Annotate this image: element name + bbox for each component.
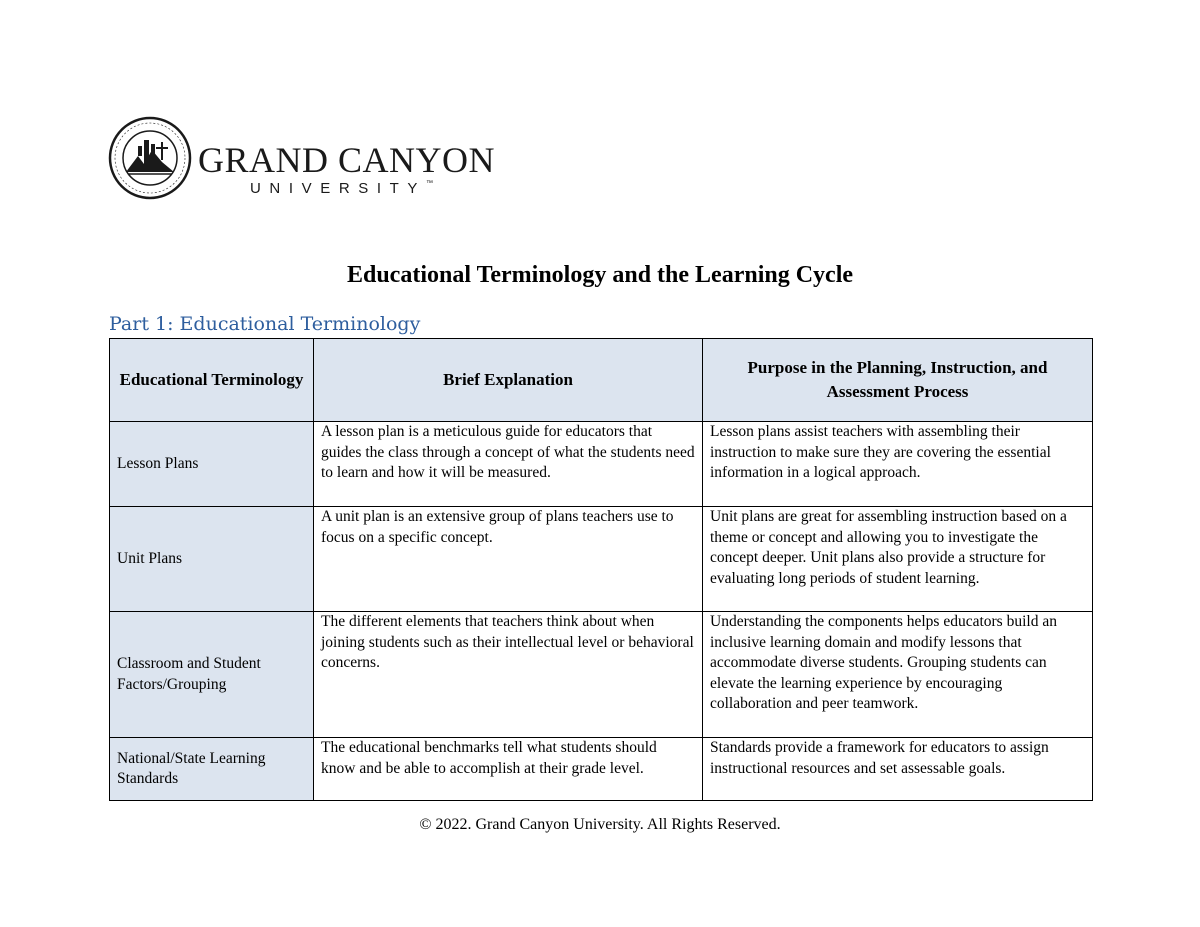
wordmark [198, 142, 495, 197]
section-heading: Part 1: Educational Terminology [109, 313, 421, 335]
wordmark-top: GRAND CANYON [198, 140, 496, 180]
explanation-cell: A lesson plan is a meticulous guide for educators that guides the class through a concept of what the students need to learn and how it will be measured. [314, 422, 703, 507]
university-seal-icon [108, 116, 192, 200]
gcu-logo [108, 116, 496, 202]
term-cell: Unit Plans [110, 507, 314, 612]
trademark: ™ [426, 180, 434, 187]
purpose-cell: Lesson plans assist teachers with assembling their instruction to make sure they are covering the essential information in a logical approach. [703, 422, 1093, 507]
term-cell: National/State Learning Standards [110, 738, 314, 801]
purpose-cell: Unit plans are great for assembling instruction based on a theme or concept and allowing you to investigate the concept deeper. Unit plans also provide a structure for evaluating long periods of student learning. [703, 507, 1093, 612]
table-row [110, 738, 1093, 801]
copyright-footer: © 2022. Grand Canyon University. All Rights Reserved. [419, 816, 781, 833]
header-explanation: Brief Explanation [314, 339, 703, 422]
terminology-table [109, 338, 1093, 801]
term-cell: Classroom and Student Factors/Grouping [110, 612, 314, 738]
table-header-row [110, 339, 1093, 422]
table-row [110, 612, 1093, 738]
header-terminology: Educational Terminology [110, 339, 314, 422]
wordmark-bottom [250, 180, 495, 197]
term-cell: Lesson Plans [110, 422, 314, 507]
table-row [110, 422, 1093, 507]
purpose-cell: Standards provide a framework for educators to assign instructional resources and set assessable goals. [703, 738, 1093, 801]
explanation-cell: The different elements that teachers think about when joining students such as their intellectual level or behavioral concerns. [314, 612, 703, 738]
explanation-cell: The educational benchmarks tell what students should know and be able to accomplish at their grade level. [314, 738, 703, 801]
table-row [110, 507, 1093, 612]
explanation-cell: A unit plan is an extensive group of plans teachers use to focus on a specific concept. [314, 507, 703, 612]
document-title: Educational Terminology and the Learning Cycle [346, 262, 854, 288]
wordmark-bottom-text: UNIVERSITY [250, 180, 427, 197]
purpose-cell: Understanding the components helps educators build an inclusive learning domain and modify lessons that accommodate diverse students. Grouping students can elevate the learning experience by encouraging collaboration and peer teamwork. [703, 612, 1093, 738]
header-purpose: Purpose in the Planning, Instruction, and Assessment Process [703, 339, 1093, 422]
